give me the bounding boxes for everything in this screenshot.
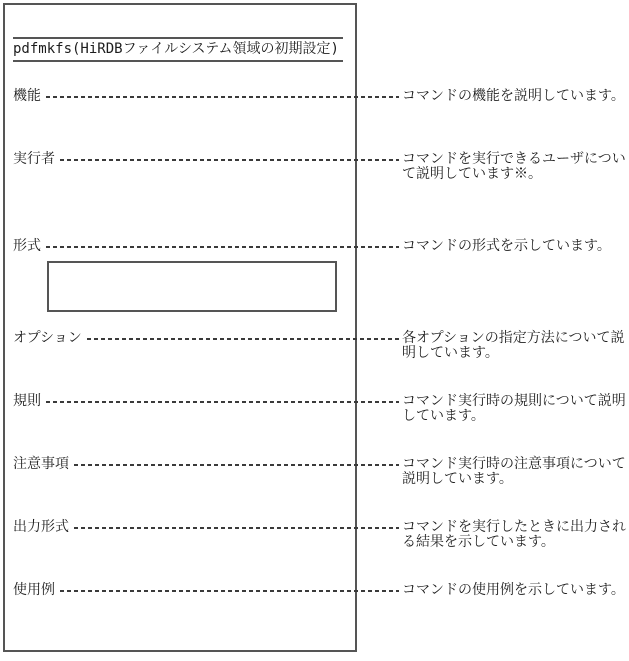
section-label-syntax: 形式 — [13, 238, 41, 254]
row-usage-example — [13, 583, 399, 598]
annotation-line: コマンドの形式を示しています。 — [402, 238, 611, 254]
annotation-line: 各オプションの指定方法について説 — [402, 330, 625, 346]
annotation-line: コマンドの機能を説明しています。 — [402, 88, 625, 104]
annotation-syntax — [402, 239, 629, 254]
section-label-usage-example: 使用例 — [13, 582, 55, 598]
annotation-line: コマンドを実行できるユーザについ — [402, 151, 626, 167]
row-rules — [13, 394, 399, 409]
annotation-output-format — [402, 520, 629, 550]
connector-dash-line — [74, 527, 399, 529]
connector-dash-line — [60, 590, 399, 592]
annotation-line: 明しています。 — [402, 345, 499, 361]
section-label-function: 機能 — [13, 88, 41, 104]
connector-dash-line — [46, 96, 399, 98]
annotation-line: コマンド実行時の規則について説明 — [402, 393, 626, 409]
annotation-executor — [402, 152, 629, 182]
annotation-line: コマンド実行時の注意事項について — [402, 456, 626, 472]
annotation-line: て説明しています※。 — [402, 166, 542, 182]
annotation-function — [402, 89, 629, 104]
section-label-notes: 注意事項 — [13, 456, 69, 472]
annotation-line: コマンドを実行したときに出力され — [402, 519, 626, 535]
section-label-rules: 規則 — [13, 393, 41, 409]
row-executor — [13, 152, 399, 167]
annotation-line: 説明しています。 — [402, 471, 513, 487]
annotation-options — [402, 331, 629, 361]
connector-dash-line — [46, 246, 399, 248]
connector-dash-line — [46, 401, 399, 403]
command-title: pdfmkfs(HiRDBファイルシステム領域の初期設定) — [13, 41, 339, 57]
syntax-placeholder-box — [47, 261, 337, 312]
row-options — [13, 331, 399, 346]
row-syntax — [13, 239, 399, 254]
connector-dash-line — [74, 464, 399, 466]
section-label-output-format: 出力形式 — [13, 519, 69, 535]
row-function — [13, 89, 399, 104]
section-label-options: オプション — [13, 330, 82, 346]
annotation-line: しています。 — [402, 408, 485, 424]
annotation-line: る結果を示しています。 — [402, 534, 555, 550]
connector-dash-line — [60, 159, 399, 161]
section-label-executor: 実行者 — [13, 151, 55, 167]
annotation-rules — [402, 394, 629, 424]
row-notes — [13, 457, 399, 472]
annotation-line: コマンドの使用例を示しています。 — [402, 582, 625, 598]
annotation-notes — [402, 457, 629, 487]
annotation-usage-example — [402, 583, 629, 598]
row-output-format — [13, 520, 399, 535]
title-rule-bottom — [13, 60, 343, 62]
title-rule-top — [13, 37, 343, 39]
connector-dash-line — [87, 338, 399, 340]
